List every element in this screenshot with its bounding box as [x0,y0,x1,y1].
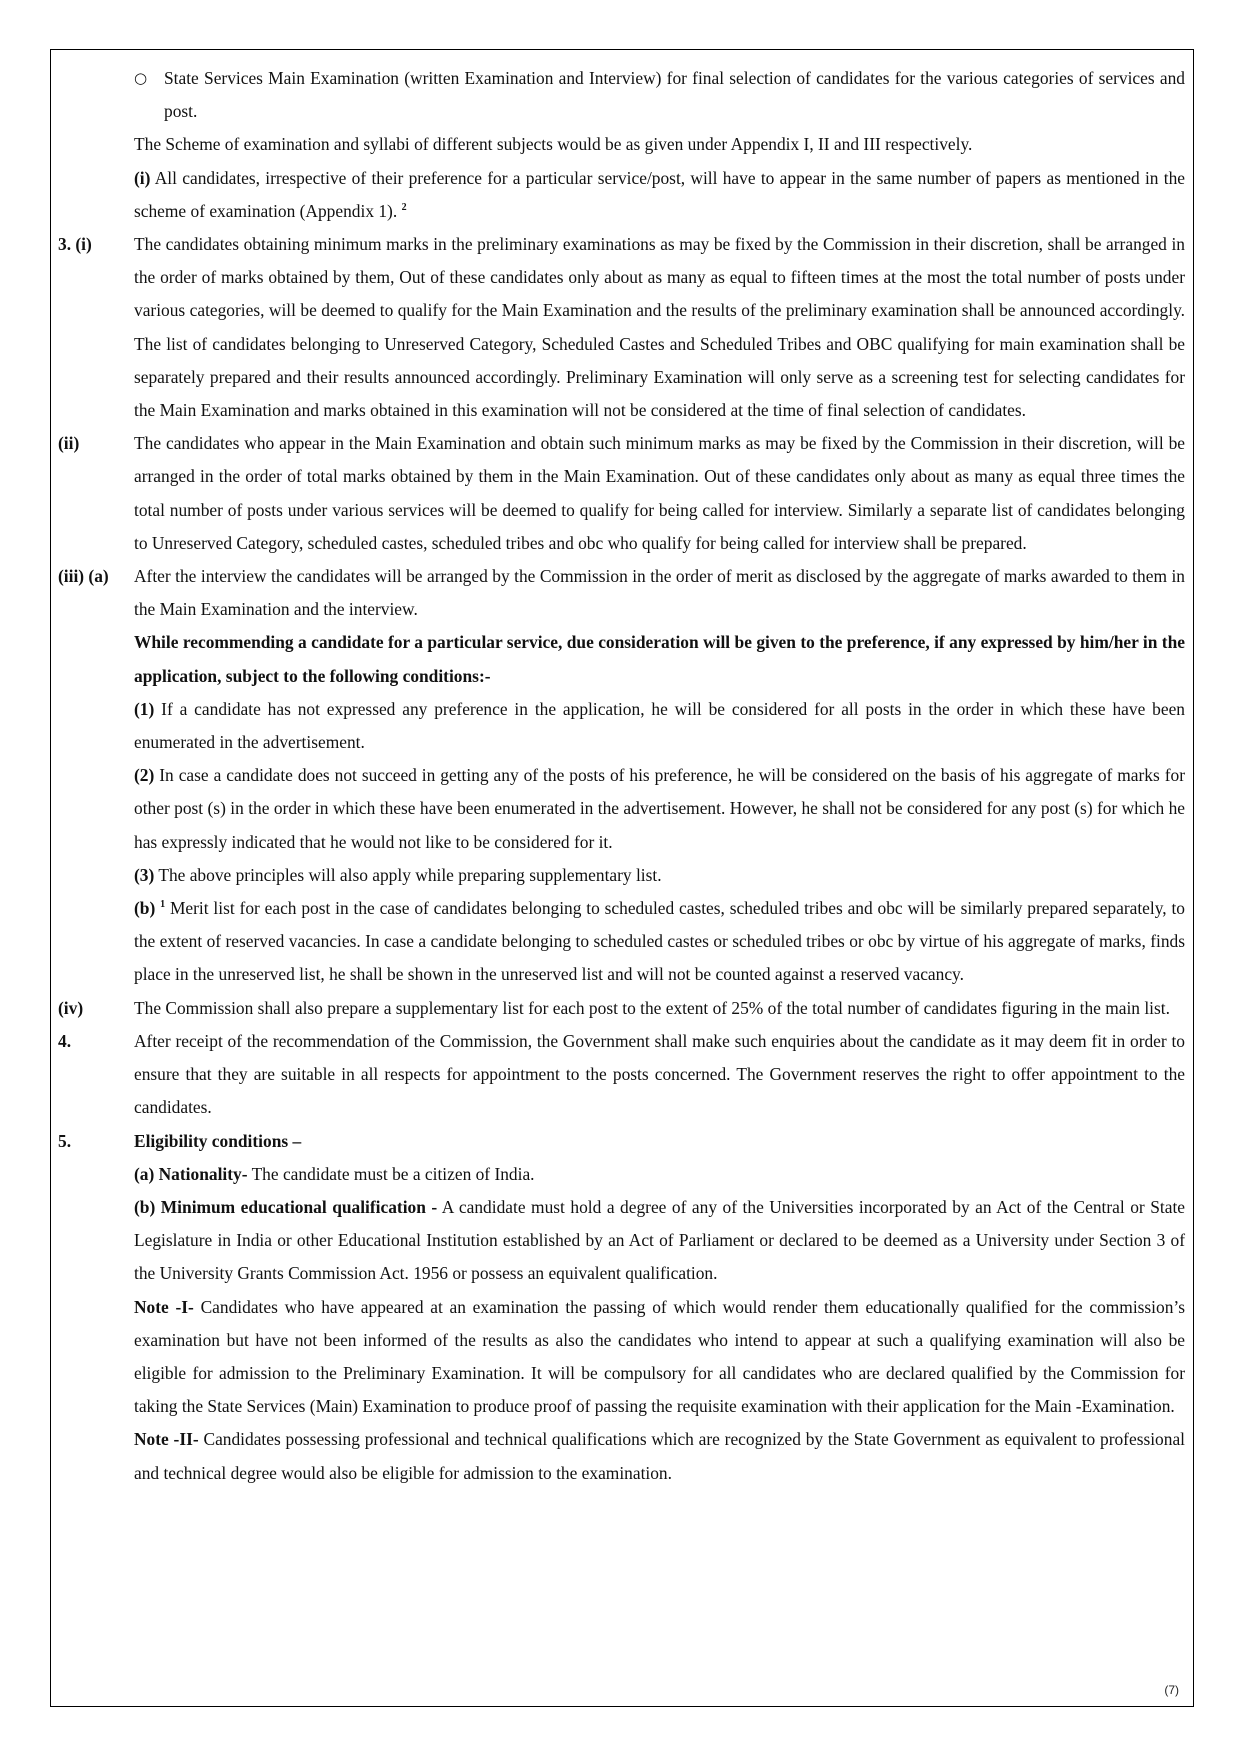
note-2-label: Note -II- [134,1429,199,1450]
note-1-text: Candidates who have appeared at an examination the passing of which would render them educationally qualified for the commission’s examination but have not been informed of the results as also the candidates who intend to appear at such a qualifying examination will also be eligible for admission to the Preliminary Examination. It will be compulsory for all candidates who are declared qualified by the Commission for taking the State Services (Main) Examination to produce proof of passing the requisite examination with their application for the Main -Examination. [134,1296,1186,1417]
bullet-text: State Services Main Examination (written Examination and Interview) for final selection of candidates for the various categories of services and post. [164,68,1185,122]
note-2 [134,1423,1185,1489]
para-b [134,892,1185,992]
section-5-heading [134,1125,1185,1158]
scheme-line: The Scheme of examination and syllabi of different subjects would be as given under Appendix I, II and III respectively. [134,134,973,155]
section-3-iv [58,992,1185,1025]
eligibility-heading: Eligibility conditions – [134,1130,302,1151]
condition-3-label: (3) [134,864,155,885]
bullet-item [134,62,1185,128]
note-1 [134,1291,1185,1424]
condition-1-text: If a candidate has not expressed any preference in the application, he will be considered for all posts in the order in which these have been enumerated in the advertisement. [134,698,1185,753]
section-3-iii-a-text: After the interview the candidates will be arranged by the Commission in the order of merit as disclosed by the aggregate of marks awarded to them in the Main Examination and the interview. [134,566,1185,620]
condition-1-label: (1) [134,698,155,719]
note-2-text: Candidates possessing professional and technical qualifications which are recognized by the State Government as equivalent to professional and technical degree would also be eligible for admission to the examination. [134,1429,1185,1483]
note-1-label: Note -I- [134,1296,194,1317]
para-b-label: (b) [134,898,156,919]
section-4-label: 4. [58,1030,72,1051]
education-text: A candidate must hold a degree of any of the Universities incorporated by an Act of the Central or State Legislature in India or other Educational Institution established by an Act of Parliament or declared to be deemed as a University under Section 3 of the University Grants Commission Act. 1956 or possess an equivalent qualification. [134,1196,1185,1284]
condition-2-text: In case a candidate does not succeed in getting any of the posts of his preference, he will be considered on the basis of his aggregate of marks for other post (s) in the order in which these have been enumerated in the advertisement. However, he shall not be considered for any post (s) for which he has expressly indicated that he would not like to be considered for it. [134,765,1185,852]
section-3-ii-label: (ii) [58,433,80,454]
nationality-text: The candidate must be a citizen of India. [251,1163,535,1184]
footnote-2: 2 [401,202,407,214]
section-3-i-label: 3. (i) [58,234,92,255]
para-i-label: (i) [134,167,151,188]
condition-2-label: (2) [134,765,155,786]
section-3-iii-a [58,560,1185,626]
education-qualification [134,1191,1185,1291]
section-3-iii-a-label: (iii) (a) [58,566,109,587]
nationality-label: (a) Nationality- [134,1163,248,1184]
nationality [134,1158,1185,1191]
condition-1 [134,693,1185,759]
section-5 [58,1125,1185,1158]
document-body [58,62,1185,1490]
circle-bullet-icon: ○ [134,69,148,87]
page-number: (7) [1164,1683,1179,1697]
section-3-iv-label: (iv) [58,997,84,1018]
para-i-text: All candidates, irrespective of their preference for a particular service/post, will have to appear in the same number of papers as mentioned in the scheme of examination (Appendix 1). [134,167,1186,221]
section-3-ii [58,427,1185,560]
condition-3-text: The above principles will also apply while preparing supplementary list. [158,864,662,885]
section-4-text: After receipt of the recommendation of the Commission, the Government shall make such enquiries about the candidate as it may deem fit in order to ensure that they are suitable in all respects for appointment to the posts concerned. The Government reserves the right to offer appointment to the candidates. [134,1030,1185,1118]
para-b-text: Merit list for each post in the case of candidates belonging to scheduled castes, scheduled tribes and obc will be similarly prepared separately, to the extent of reserved vacancies. In case a candidate belonging to scheduled castes or scheduled tribes or obc by virtue of his aggregate of marks, finds place in the unreserved list, he shall be shown in the unreserved list and will not be counted against a reserved vacancy. [134,898,1185,985]
section-4 [58,1025,1185,1125]
condition-2 [134,759,1185,859]
preference-conditions: While recommending a candidate for a particular service, due consideration will be given to the preference, if any expressed by him/her in the application, subject to the following conditions:- [134,632,1185,686]
section-3-ii-text: The candidates who appear in the Main Examination and obtain such minimum marks as may be fixed by the Commission in their discretion, will be arranged in the order of total marks obtained by them in the Main Examination. Out of these candidates only about as many as equal three times the total number of posts under various services will be deemed to qualify for being called for interview. Similarly a separate list of candidates belonging to Unreserved Category, scheduled castes, scheduled tribes and obc who qualify for being called for interview shall be prepared. [134,433,1185,553]
section-3-i [58,228,1185,427]
section-5-label: 5. [58,1130,72,1151]
para-i [134,162,1185,228]
education-label: (b) Minimum educational qualification - [134,1196,438,1217]
condition-3 [134,859,1185,892]
section-3-iv-text: The Commission shall also prepare a supplementary list for each post to the extent of 25% of the total number of candidates figuring in the main list. [134,997,1170,1018]
footnote-1: 1 [160,899,166,911]
section-3-i-text: The candidates obtaining minimum marks in the preliminary examinations as may be fixed by the Commission in their discretion, shall be arranged in the order of marks obtained by them, Out of these candidates only about as many as equal to fifteen times at the most the total number of posts under various categories, will be deemed to qualify for the Main Examination and the results of the preliminary examination shall be announced accordingly. The list of candidates belonging to Unreserved Category, Scheduled Castes and Scheduled Tribes and OBC qualifying for main examination shall be separately prepared and their results announced accordingly. Preliminary Examination will only serve as a screening test for selecting candidates for the Main Examination and marks obtained in this examination will not be considered at the time of final selection of candidates. [134,234,1185,421]
